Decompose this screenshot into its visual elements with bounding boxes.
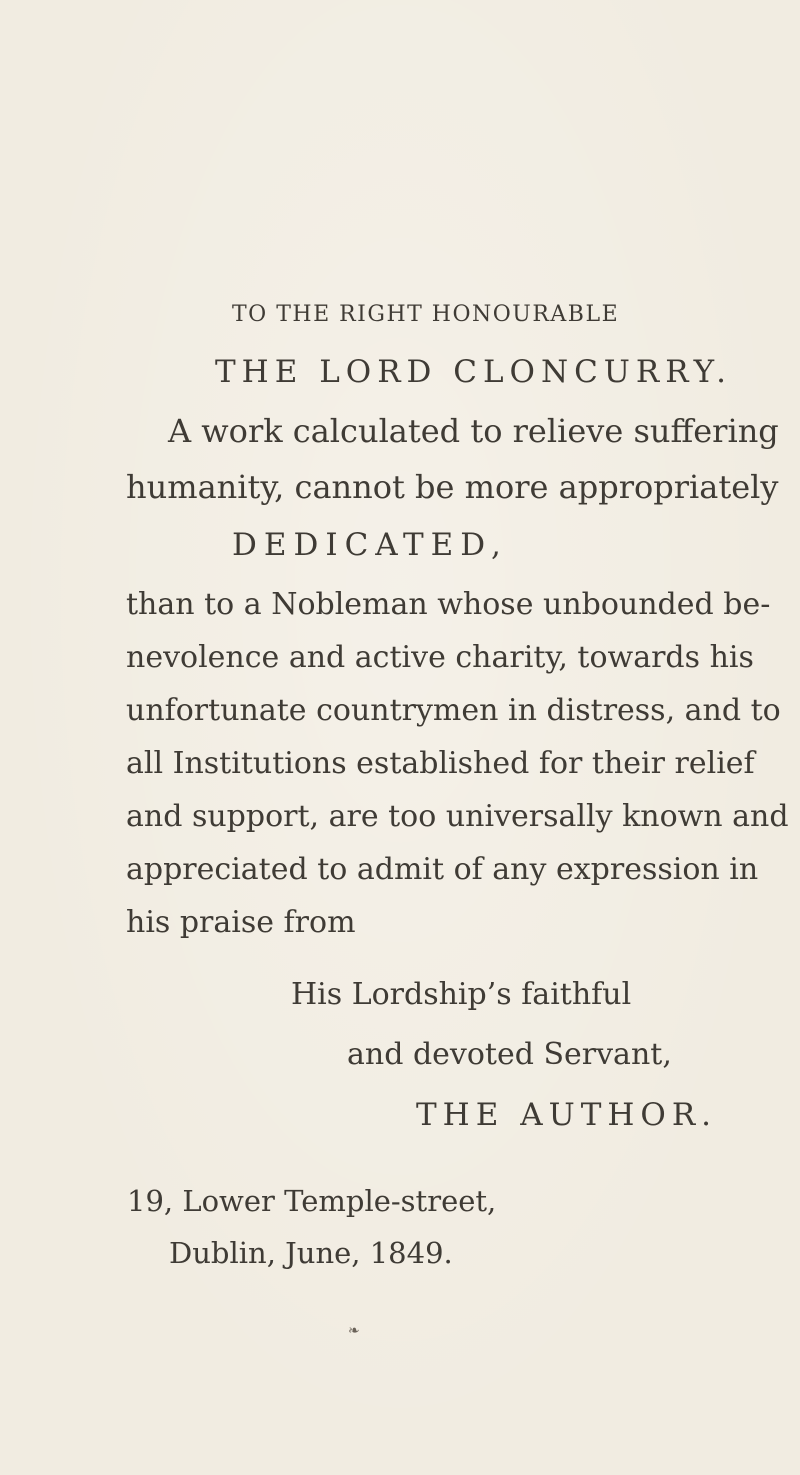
closing-line-2: and devoted Servant, [347,1037,672,1072]
body-line-7: his praise from [126,905,356,940]
closing-line-1: His Lordship’s faithful [291,977,632,1012]
dedication-to-line: TO THE RIGHT HONOURABLE [232,302,620,327]
dedicated-heading: DEDICATED, [232,527,508,563]
intro-line-1: A work calculated to relieve suffering [168,412,779,450]
intro-line-2: humanity, cannot be more appropriately [126,468,779,506]
dedicatee-name: THE LORD CLONCURRY. [215,354,732,390]
address-line-2: Dublin, June, 1849. [169,1236,453,1270]
body-line-5: and support, are too universally known and [126,799,789,834]
author-signature: THE AUTHOR. [416,1097,718,1133]
body-line-6: appreciated to admit of any expression in [126,852,759,887]
address-line-1: 19, Lower Temple-street, [127,1184,497,1218]
body-line-2: nevolence and active charity, towards his [126,640,754,675]
body-line-3: unfortunate countrymen in distress, and to [126,693,781,728]
printer-ornament-icon: ❧ [348,1323,360,1339]
body-line-1: than to a Nobleman whose unbounded be- [126,587,771,622]
body-line-4: all Institutions established for their relief [126,746,755,781]
